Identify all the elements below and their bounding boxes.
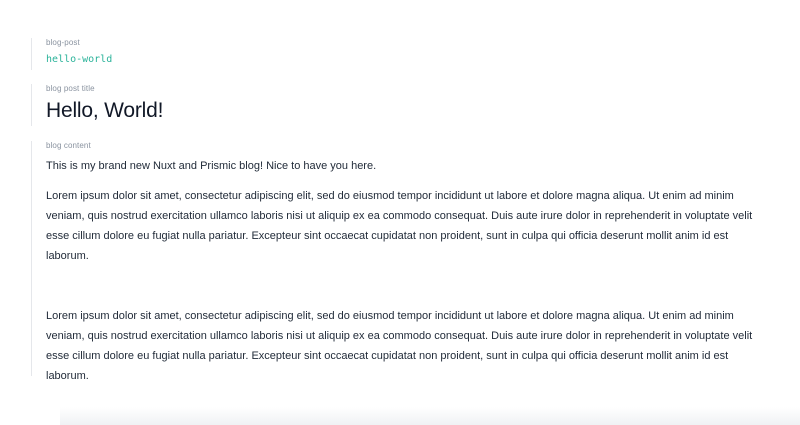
title-field[interactable] [31, 84, 771, 126]
body-paragraph[interactable]: Lorem ipsum dolor sit amet, consectetur adipiscing elit, sed do eiusmod tempor incididunt ut labore et dolore magna aliqua. Ut enim ad minim veniam, quis nostrud exercitation ullamco laboris nisi ut aliquip ex ea commodo consequat. Duis aute irure dolor in reprehenderit in voluptate velit esse cillum dolore eu fugiat nulla pariatur. Excepteur sint occaecat cupidatat non proident, sunt in culpa qui officia deserunt mollit anim id est laborum. [46, 190, 753, 262]
post-title[interactable]: Hello, World! [46, 99, 164, 122]
rich-text-content[interactable] [46, 156, 758, 386]
content-field[interactable] [31, 141, 771, 382]
title-field-label: blog post title [46, 84, 95, 93]
uid-field[interactable] [31, 38, 331, 70]
intro-paragraph[interactable]: This is my brand new Nuxt and Prismic blog! Nice to have you here. [46, 160, 377, 172]
uid-value[interactable]: hello-world [46, 54, 113, 65]
bottom-panel-shadow [60, 407, 800, 425]
body-paragraph[interactable]: Lorem ipsum dolor sit amet, consectetur adipiscing elit, sed do eiusmod tempor incididunt ut labore et dolore magna aliqua. Ut enim ad minim veniam, quis nostrud exercitation ullamco laboris nisi ut aliquip ex ea commodo consequat. Duis aute irure dolor in reprehenderit in voluptate velit esse cillum dolore eu fugiat nulla pariatur. Excepteur sint occaecat cupidatat non proident, sunt in culpa qui officia deserunt mollit anim id est laborum. [46, 310, 753, 382]
content-field-label: blog content [46, 141, 91, 150]
uid-field-label: blog-post [46, 38, 80, 47]
